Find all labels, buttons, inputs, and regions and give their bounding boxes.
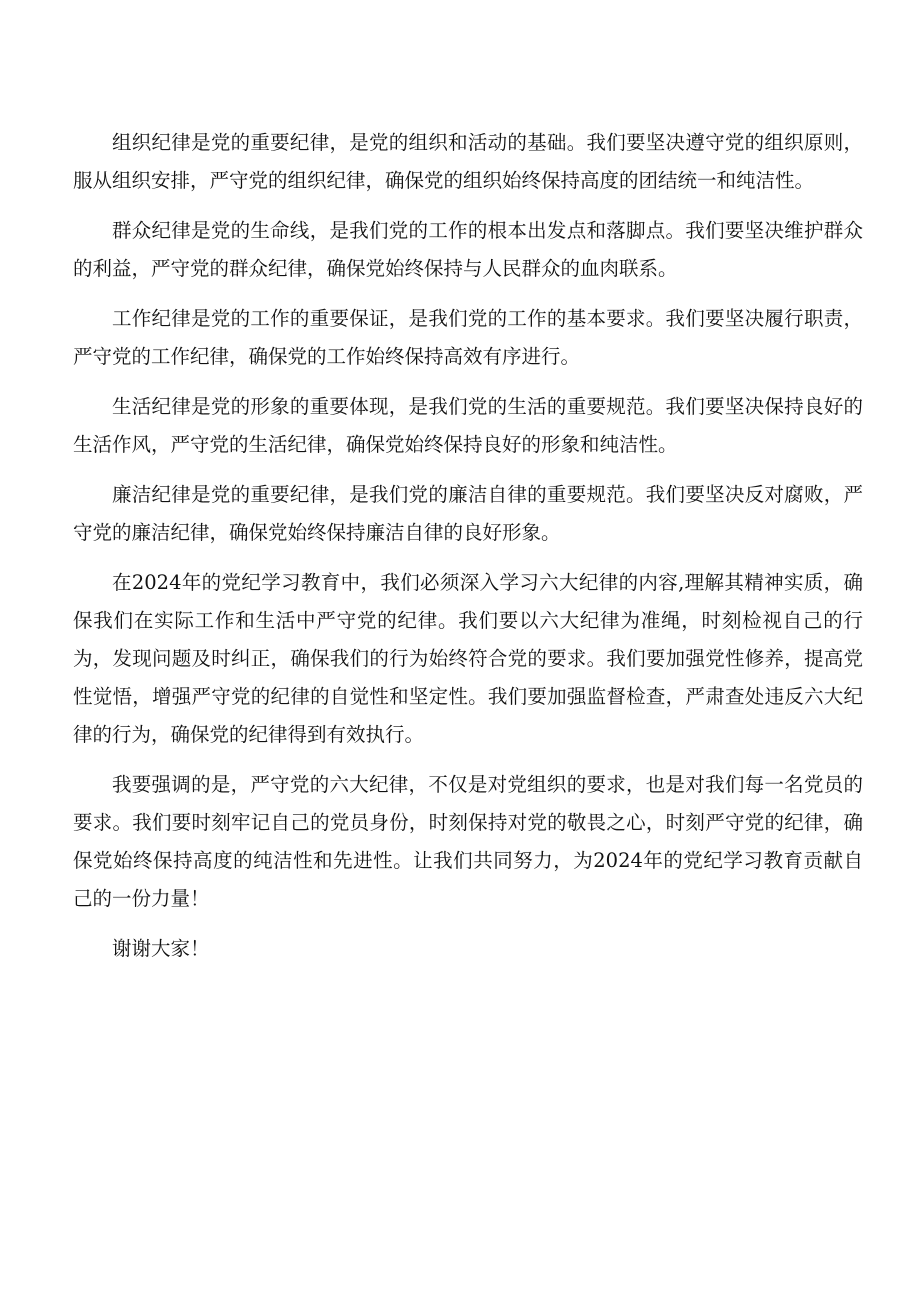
paragraph-life-discipline: 生活纪律是党的形象的重要体现，是我们党的生活的重要规范。我们要坚决保持良好的生活作风，严守党的生活纪律，确保党始终保持良好的形象和纯洁性。 bbox=[73, 395, 863, 456]
paragraph-organization-discipline: 组织纪律是党的重要纪律，是党的组织和活动的基础。我们要坚决遵守党的组织原则，服从组织安排，严守党的组织纪律，确保党的组织始终保持高度的团结统一和纯洁性。 bbox=[73, 131, 863, 192]
paragraph-study-education: 在2024年的党纪学习教育中，我们必须深入学习六大纪律的内容,理解其精神实质，确保我们在实际工作和生活中严守党的纪律。我们要以六大纪律为准绳，时刻检视自己的行为，发现问题及时纠正，确保我们的行为始终符合党的要求。我们要加强党性修养，提高党性觉悟，增强严守党的纪律的自觉性和坚定性。我们要加强监督检查，严肃查处违反六大纪律的行为，确保党的纪律得到有效执行。 bbox=[73, 571, 863, 746]
document-body bbox=[73, 124, 863, 980]
paragraph-work-discipline: 工作纪律是党的工作的重要保证，是我们党的工作的基本要求。我们要坚决履行职责，严守党的工作纪律，确保党的工作始终保持高效有序进行。 bbox=[73, 307, 863, 368]
paragraph-emphasis: 我要强调的是，严守党的六大纪律，不仅是对党组织的要求，也是对我们每一名党员的要求。我们要时刻牢记自己的党员身份，时刻保持对党的敬畏之心，时刻严守党的纪律，确保党始终保持高度的纯洁性和先进性。让我们共同努力，为2024年的党纪学习教育贡献自己的一份力量！ bbox=[73, 773, 863, 910]
paragraph-mass-discipline: 群众纪律是党的生命线，是我们党的工作的根本出发点和落脚点。我们要坚决维护群众的利益，严守党的群众纪律，确保党始终保持与人民群众的血肉联系。 bbox=[73, 219, 863, 280]
paragraph-integrity-discipline: 廉洁纪律是党的重要纪律，是我们党的廉洁自律的重要规范。我们要坚决反对腐败，严守党的廉洁纪律，确保党始终保持廉洁自律的良好形象。 bbox=[73, 483, 863, 544]
closing-thanks: 谢谢大家！ bbox=[112, 937, 210, 960]
